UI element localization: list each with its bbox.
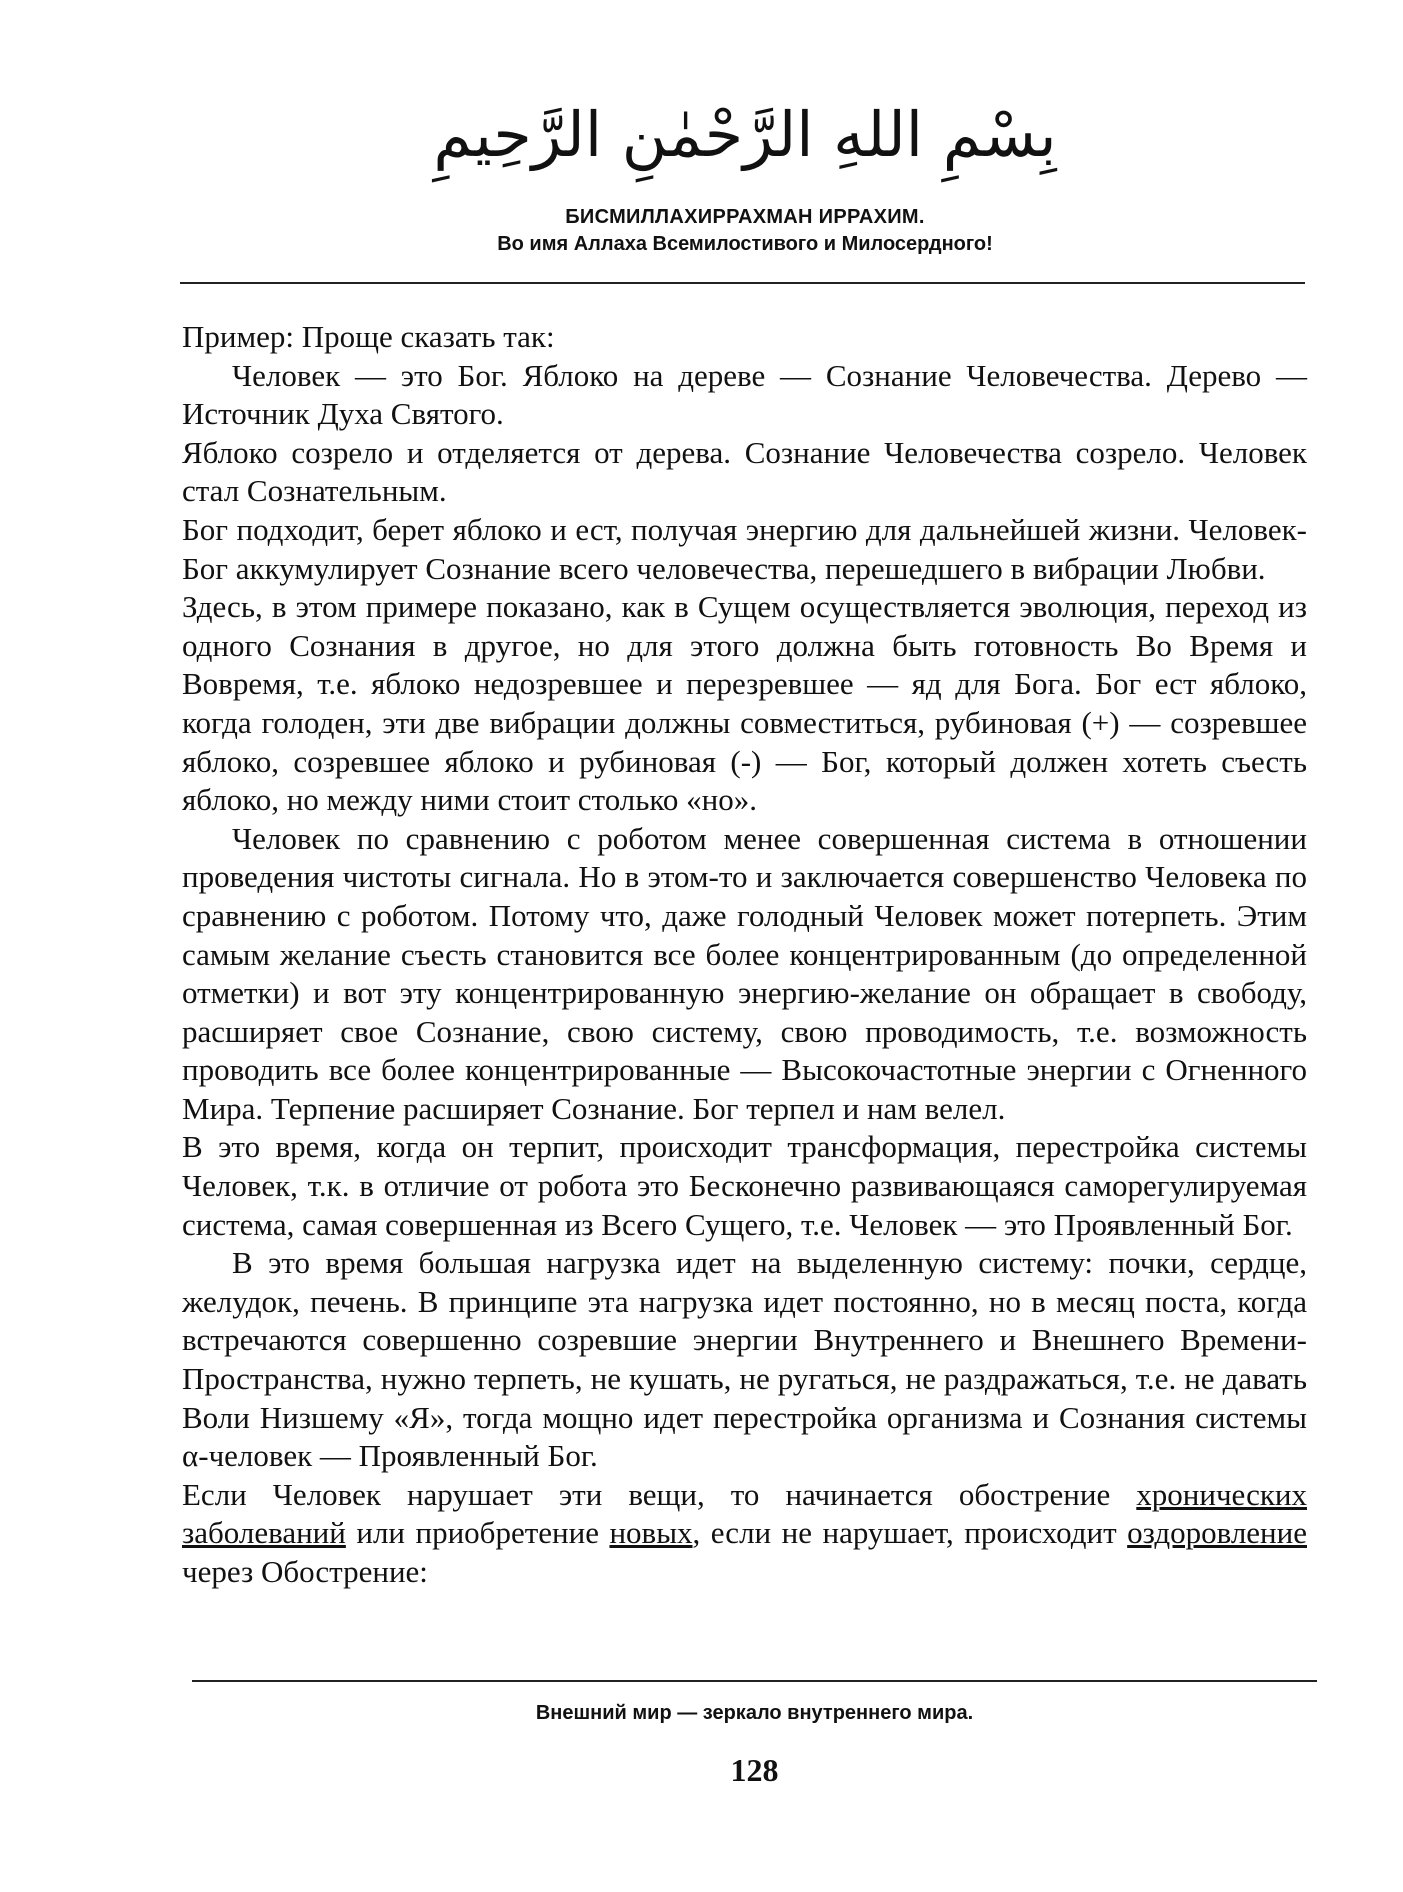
- paragraph: [182, 1128, 1307, 1244]
- text-run: через Обострение:: [182, 1554, 428, 1589]
- text-run: В это время большая нагрузка идет на выделенную систему: почки, сердце, желудок, печень. В принципе эта нагрузка идет постоянно, но в месяц поста, когда встречаются совершенно созревшие энергии Внутреннего и Внешнего Времени-Пространства, нужно терпеть, не кушать, не ругаться, не раздражаться, т.е. не давать Воли Низшему «Я», тогда мощно идет перестройка организма и Сознания системы α-человек — Проявленный Бог.: [182, 1245, 1307, 1474]
- text-run: Яблоко созрело и отделяется от дерева. Сознание Человечества созрело. Человек стал Сознательным.: [182, 434, 1307, 509]
- text-run: Человек по сравнению с роботом менее совершенная система в отношении проведения чистоты сигнала. Но в этом-то и заключается совершенство Человека по сравнению с роботом. Потому что, даже голодный Человек может потерпеть. Этим самым желание съесть становится все более концентрированным (до определенной отметки) и вот эту концентрированную энергию-желание он обращает в свободу, расширяет свое Сознание, свою систему, свою проводимость, т.е. возможность проводить все более концентрированные — Высокочастотные энергии с Огненного Мира. Терпение расширяет Сознание. Бог терпел и нам велел.: [182, 820, 1307, 1126]
- text-run: Пример: Проще сказать так:: [182, 319, 555, 354]
- text-run: Здесь, в этом примере показано, как в Сущем осуществляется эволюция, переход из одного Сознания в другое, но для этого должна быть готовность Во Время и Вовремя, т.е. яблоко недозревшее и перезревшее — яд для Бога. Бог ест яблоко, когда голоден, эти две вибрации должны совместиться, рубиновая (+) — созревшее яблоко, созревшее яблоко и рубиновая (-) — Бог, который должен хотеть съесть яблоко, но между ними стоит столько «но».: [182, 589, 1307, 818]
- paragraph: [182, 434, 1307, 511]
- underlined-phrase: оздоровление: [1127, 1515, 1307, 1551]
- page-header: [180, 80, 1310, 256]
- text-run: , если не нарушает, происходит: [692, 1515, 1128, 1551]
- text-run: или приобретение: [345, 1515, 610, 1551]
- underlined-phrase: хронических заболеваний: [182, 1476, 1307, 1551]
- header-divider: [180, 282, 1305, 284]
- paragraph: [182, 1244, 1307, 1476]
- body-text: [182, 318, 1307, 1592]
- footer-divider: [192, 1680, 1317, 1682]
- page-number: 128: [730, 1752, 779, 1788]
- paragraph: [182, 357, 1307, 434]
- paragraph: [182, 318, 1307, 357]
- text-run: Бог подходит, берет яблоко и ест, получая энергию для дальнейшей жизни. Человек-Бог аккумулирует Сознание всего человечества, перешедшего в вибрации Любви.: [182, 511, 1307, 586]
- text-run: Если Человек нарушает эти вещи, то начинается обострение: [182, 1476, 1137, 1512]
- underlined-phrase: новых: [609, 1515, 693, 1551]
- header-title: БИСМИЛЛАХИРРАХМАН ИРРАХИМ.: [565, 206, 925, 228]
- footer-caption: Внешний мир — зеркало внутреннего мира.: [535, 1702, 974, 1724]
- paragraph: [182, 820, 1307, 1129]
- paragraph: [182, 1476, 1307, 1592]
- text-run: В это время, когда он терпит, происходит трансформация, перестройка системы Человек, т.к. в отличие от робота это Бесконечно развивающаяся саморегулируемая система, самая совершенная из Всего Сущего, т.е. Человек — это Проявленный Бог.: [182, 1129, 1307, 1242]
- text-run: Человек — это Бог. Яблоко на дереве — Сознание Человечества. Дерево — Источник Духа Святого.: [182, 357, 1307, 432]
- paragraph: [182, 511, 1307, 588]
- basmala-calligraphy: بِسْمِ اللهِ الرَّحْمٰنِ الرَّحِيمِ: [433, 98, 1057, 171]
- header-subtitle: Во имя Аллаха Всемилостивого и Милосердного!: [497, 233, 993, 255]
- paragraph: [182, 588, 1307, 820]
